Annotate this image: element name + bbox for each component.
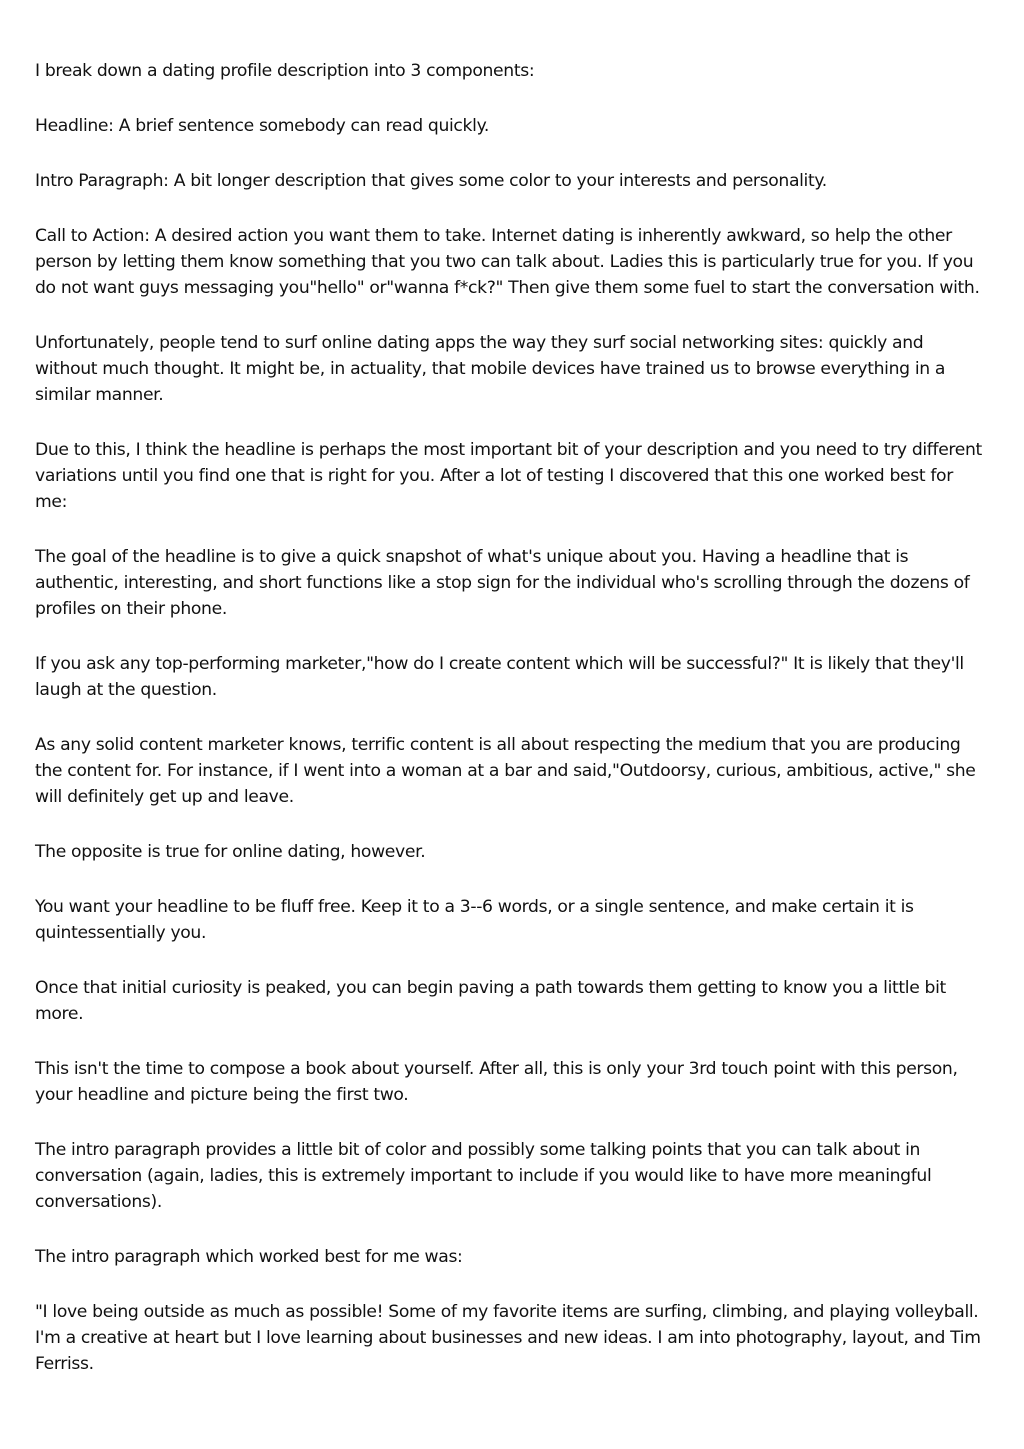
paragraph-headline-goal: The goal of the headline is to give a quick snapshot of what's unique about you. Having a headline that is authentic, interesting, and short functions like a stop sign for the individual who's scrolling through the dozens of profiles on their phone. (35, 547, 970, 619)
paragraph-content-medium: As any solid content marketer knows, terrific content is all about respecting the medium that you are producing the content for. For instance, if I went into a woman at a bar and said,"Outdoorsy, curious, ambitious, active," she will definitely get up and leave. (35, 735, 976, 807)
paragraph-intro-components: I break down a dating profile description into 3 components: (35, 61, 535, 81)
paragraph-intro-best: The intro paragraph which worked best for me was: (35, 1247, 463, 1267)
paragraph-intro-color: The intro paragraph provides a little bit of color and possibly some talking points that you can talk about in conversation (again, ladies, this is extremely important to include if you would like to have more meaningful conversations). (35, 1140, 932, 1212)
paragraph-headline-definition: Headline: A brief sentence somebody can read quickly. (35, 116, 490, 136)
paragraph-surfing-apps: Unfortunately, people tend to surf online dating apps the way they surf social networking sites: quickly and without much thought. It might be, in actuality, that mobile devices have trained us to browse everything in a similar manner. (35, 333, 946, 405)
paragraph-intro-definition: Intro Paragraph: A bit longer description that gives some color to your interests and personality. (35, 171, 827, 191)
paragraph-opposite-true: The opposite is true for online dating, however. (35, 842, 426, 862)
paragraph-headline-importance: Due to this, I think the headline is perhaps the most important bit of your description and you need to try different variations until you find one that is right for you. After a lot of testing I discovered that this one worked best for me: (35, 440, 982, 512)
paragraph-call-to-action: Call to Action: A desired action you want them to take. Internet dating is inherently awkward, so help the other person by letting them know something that you two can talk about. Ladies this is particularly true for you. If you do not want guys messaging you"hello" or"wanna f*ck?" Then give them some fuel to start the conversation with. (35, 226, 980, 298)
paragraph-quote: "I love being outside as much as possible! Some of my favorite items are surfing, climbing, and playing volleyball. I'm a creative at heart but I love learning about businesses and new ideas. I am into photography, layout, and Tim Ferriss. (35, 1302, 981, 1374)
paragraph-marketer-question: If you ask any top-performing marketer,"how do I create content which will be successful?" It is likely that they'll laugh at the question. (35, 654, 964, 700)
paragraph-touch-point: This isn't the time to compose a book about yourself. After all, this is only your 3rd touch point with this person, your headline and picture being the first two. (35, 1059, 958, 1105)
paragraph-fluff-free: You want your headline to be fluff free. Keep it to a 3--6 words, or a single sentence, and make certain it is quintessentially you. (35, 897, 914, 943)
document-body (35, 58, 985, 1406)
paragraph-curiosity: Once that initial curiosity is peaked, you can begin paving a path towards them getting to know you a little bit more. (35, 978, 946, 1024)
